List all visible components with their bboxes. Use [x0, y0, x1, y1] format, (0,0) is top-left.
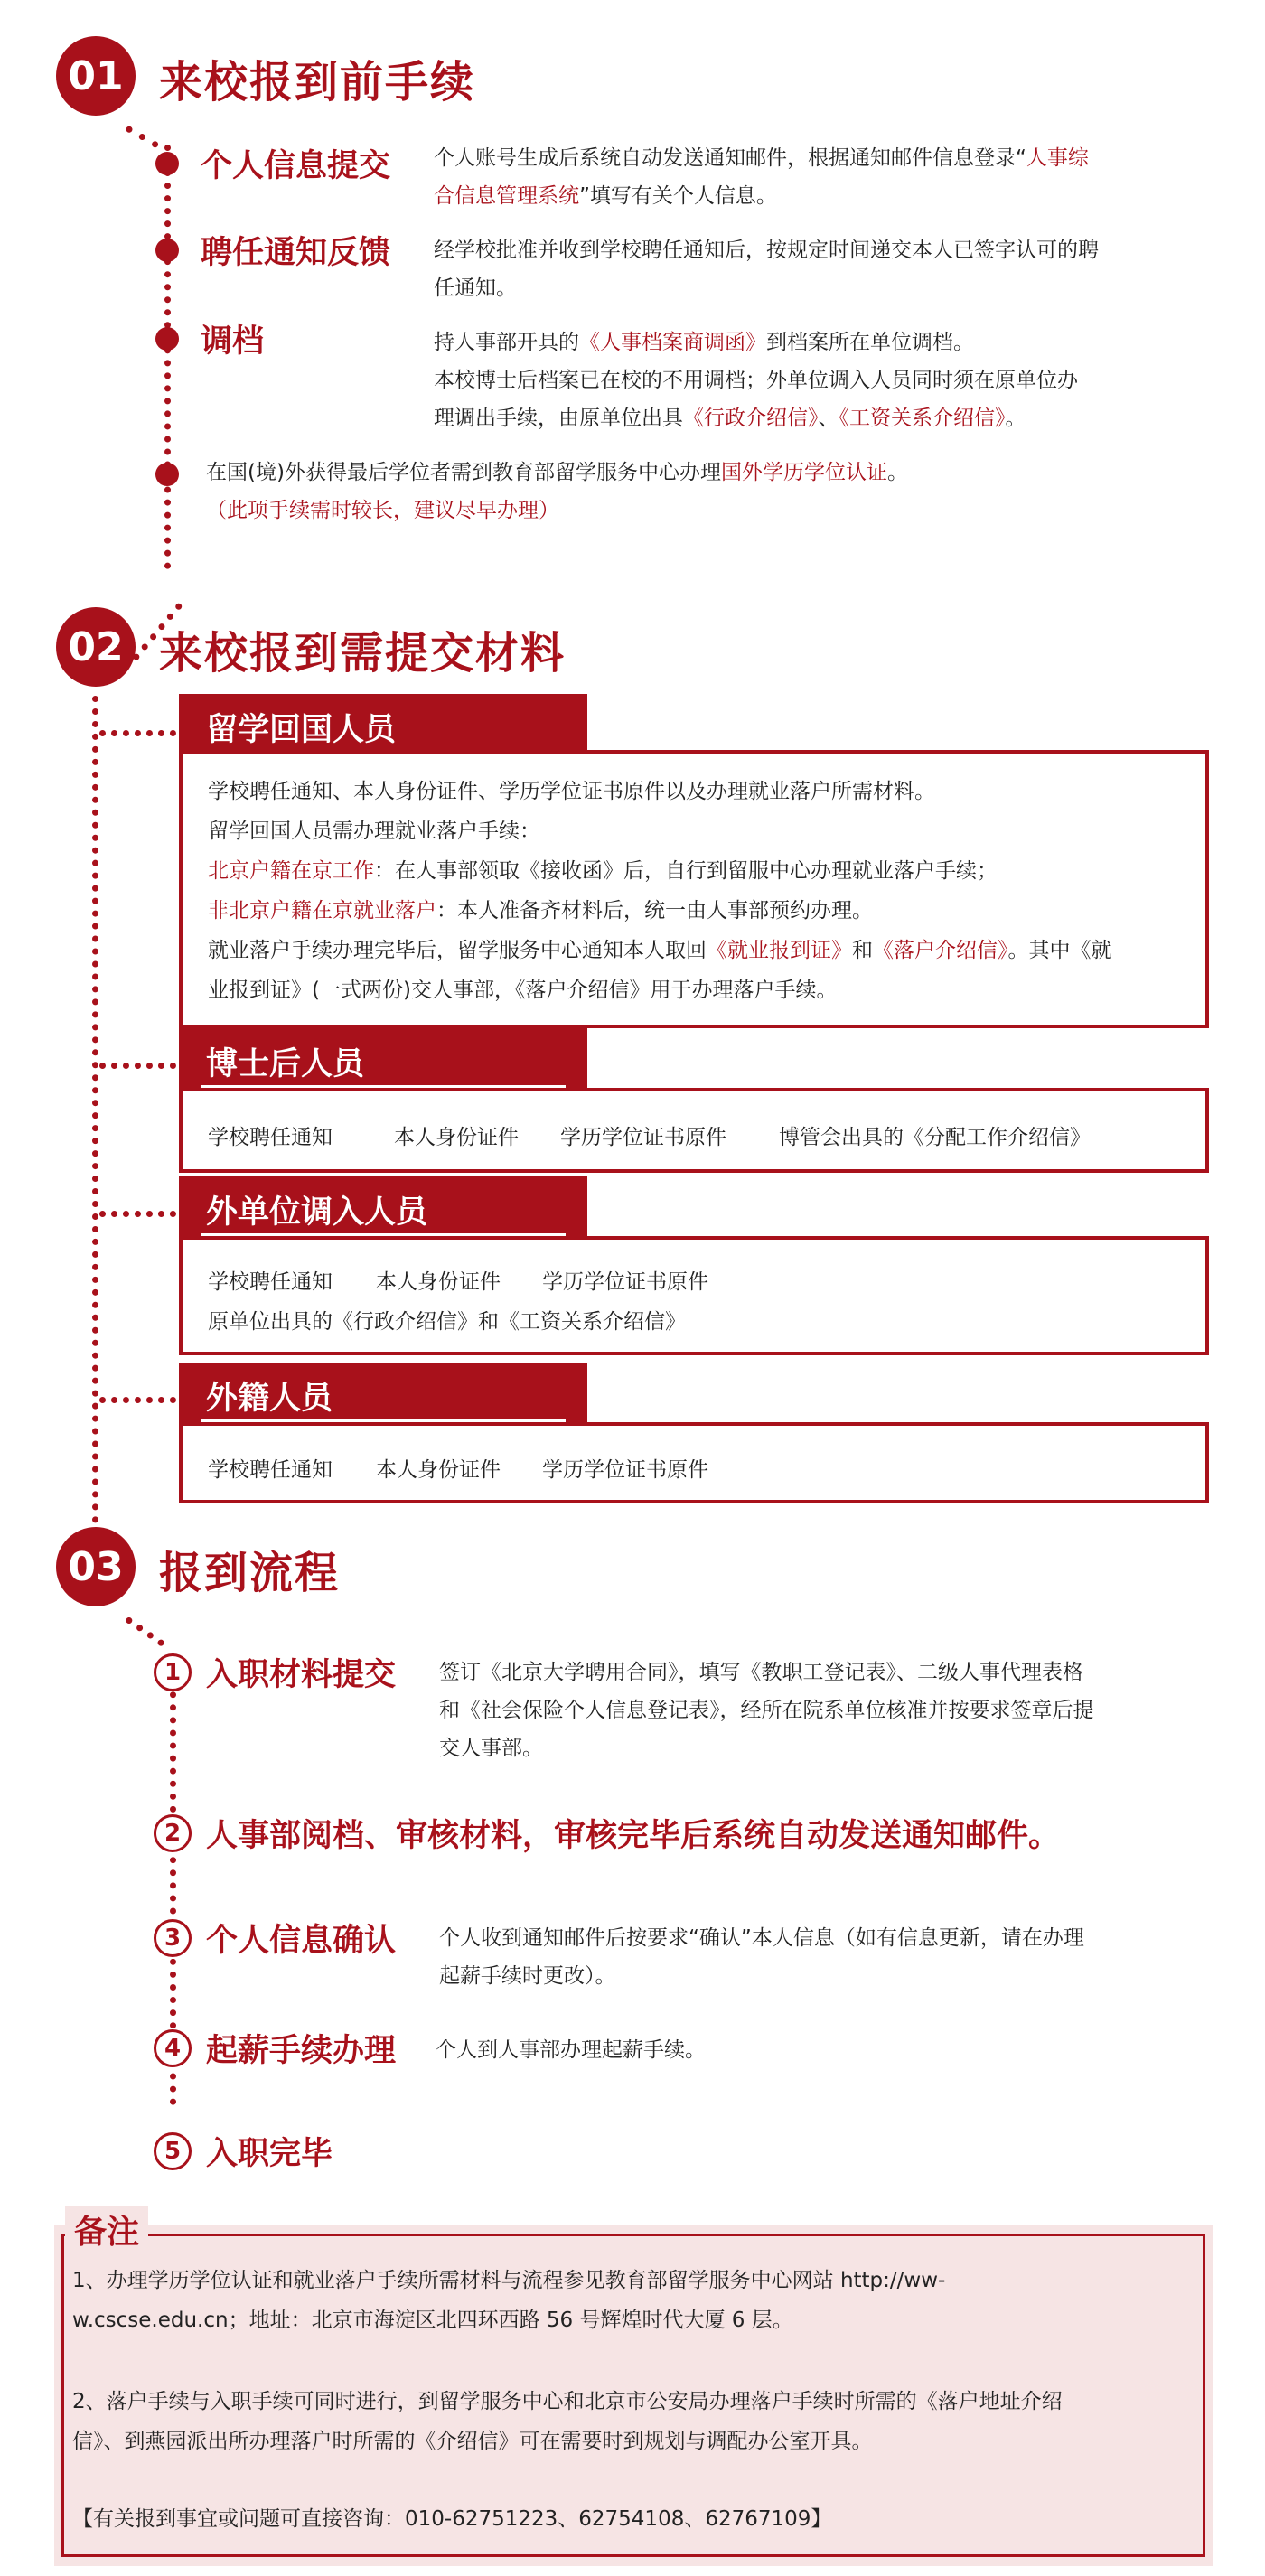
text: 理调出手续，由原单位出具 [434, 407, 683, 430]
step-number: 1 [154, 1653, 192, 1691]
timeline-dots-02 [92, 696, 98, 1536]
section-title-03: 报到流程 [159, 1548, 341, 1598]
item-title-personal-info: 个人信息提交 [201, 148, 391, 184]
tab-label: 博士后人员 [206, 1046, 365, 1082]
text: 在国(境)外获得最后学位者需到教育部留学服务中心办理 [206, 461, 721, 484]
doc-item: 原单位出具的《行政介绍信》和《工资关系介绍信》 [208, 1310, 686, 1334]
box-postdoc [179, 1088, 1209, 1173]
text: 2、落户手续与入职手续可同时进行，到留学服务中心和北京市公安局办理落户手续时所需的《落户地址介绍 [72, 2390, 1063, 2413]
step-number: 4 [154, 2029, 192, 2067]
text: 本校博士后档案已在校的不用调档；外单位调入人员同时须在原单位办 [434, 369, 1078, 392]
text: 留学回国人员需办理就业落户手续： [208, 820, 540, 843]
tab-label: 留学回国人员 [206, 712, 397, 748]
item-title-archive: 调档 [201, 323, 265, 360]
doc-item: 本人身份证件 [376, 1270, 501, 1294]
doc-item: 学校聘任通知 [208, 1270, 333, 1294]
red-text: 国外学历学位认证 [720, 461, 887, 484]
text: 交人事部。 [439, 1737, 543, 1760]
step-number: 2 [154, 1814, 192, 1852]
step-title-submit: 入职材料提交 [206, 1657, 397, 1693]
text: 1、办理学历学位认证和就业落户手续所需材料与流程参见教育部留学服务中心网站 http://ww- [72, 2269, 946, 2292]
step-title-confirm: 个人信息确认 [206, 1923, 397, 1959]
item-desc-personal-info [434, 139, 1193, 215]
text: 到档案所在单位调档。 [766, 331, 974, 354]
step-desc-salary [436, 2031, 1195, 2069]
bullet-dot [155, 327, 179, 351]
section-title-01: 来校报到前手续 [159, 57, 476, 108]
doc-item: 博管会出具的《分配工作介绍信》 [779, 1126, 1091, 1149]
text: ：在人事部领取《接收函》后，自行到留服中心办理就业落户手续； [374, 859, 998, 883]
bullet-dot [155, 239, 179, 262]
step-number: 5 [154, 2132, 192, 2170]
doc-item: 本人身份证件 [394, 1126, 519, 1149]
step-title-review: 人事部阅档、审核材料，审核完毕后系统自动发送通知邮件。 [206, 1818, 1061, 1854]
note-2 [72, 2382, 1196, 2461]
text: 起薪手续时更改）。 [439, 1964, 616, 1988]
tab-label: 外籍人员 [206, 1381, 333, 1417]
text: 签订《北京大学聘用合同》，填写《教职工登记表》、二级人事代理表格 [439, 1661, 1083, 1684]
item-desc-archive [434, 323, 1193, 437]
connector-dots [99, 1211, 176, 1217]
text: 经学校批准并收到学校聘任通知后，按规定时间递交本人已签字认可的聘 [434, 239, 1099, 262]
text: 。其中《就 [1007, 939, 1112, 962]
doc-item: 学校聘任通知 [208, 1126, 333, 1149]
doc-item: 本人身份证件 [376, 1458, 501, 1482]
text: 任通知。 [434, 276, 517, 300]
text: 信》、到燕园派出所办理落户时所需的《介绍信》可在需要时到规划与调配办公室开具。 [72, 2430, 873, 2453]
text: 。 [1005, 407, 1026, 430]
step-desc-confirm [439, 1919, 1198, 1995]
connector-dots [125, 1616, 165, 1647]
connector-dots [125, 125, 159, 148]
text: 个人收到通知邮件后按要求“确认”本人信息（如有信息更新，请在办理 [439, 1926, 1084, 1950]
doc-item: 学历学位证书原件 [560, 1126, 726, 1149]
notes-panel [54, 2214, 1213, 2566]
section-number-02: 02 [56, 607, 136, 687]
tab-label: 外单位调入人员 [206, 1194, 428, 1231]
step-title-salary: 起薪手续办理 [206, 2033, 397, 2069]
box-returnees [179, 750, 1209, 1028]
text: 就业落户手续办理完毕后，留学服务中心通知本人取回 [208, 939, 707, 962]
red-text: 北京户籍在京工作 [208, 859, 374, 883]
red-text: 非北京户籍在京就业落户 [208, 899, 436, 923]
box-transfer [179, 1236, 1209, 1355]
doc-item: 学校聘任通知 [208, 1458, 333, 1482]
text: 个人账号生成后系统自动发送通知邮件，根据通知邮件信息登录“ [434, 146, 1026, 170]
text: 学校聘任通知、本人身份证件、学历学位证书原件以及办理就业落户所需材料。 [208, 780, 935, 803]
bullet-dot [155, 463, 179, 486]
step-title-done: 入职完毕 [206, 2136, 333, 2172]
connector-dots [99, 1063, 176, 1069]
notes-label: 备注 [65, 2206, 148, 2253]
connector-dots [99, 730, 176, 736]
text: 。 [886, 461, 908, 484]
bullet-dot [155, 152, 179, 175]
text: w.cscse.edu.cn；地址：北京市海淀区北四环西路 56 号辉煌时代大厦 6 层。 [72, 2309, 793, 2332]
section-number-01: 01 [56, 36, 136, 116]
note-1 [72, 2261, 1196, 2340]
text: 个人到人事部办理起薪手续。 [436, 2038, 706, 2062]
step-number: 3 [154, 1919, 192, 1957]
text: 和 [852, 939, 873, 962]
text: 、 [818, 407, 839, 430]
text: 持人事部开具的 [434, 331, 579, 354]
note-contact [72, 2499, 1196, 2539]
red-text: 《人事档案商调函》 [579, 331, 766, 354]
section-title-02: 来校报到需提交材料 [159, 628, 567, 679]
text: 和《社会保险个人信息登记表》，经所在院系单位核准并按要求签章后提 [439, 1699, 1094, 1722]
item-desc-appointment [434, 231, 1193, 307]
red-text: 《落户介绍信》 [873, 939, 1008, 962]
section-number-03: 03 [56, 1527, 136, 1606]
text: ”填写有关个人信息。 [579, 184, 777, 208]
foreign-degree-note [206, 454, 1200, 529]
text: 【有关报到事宜或问题可直接咨询：010-62751223、62754108、62767109】 [72, 2507, 832, 2531]
red-text: 人事综 [1026, 146, 1089, 170]
box-foreigners [179, 1422, 1209, 1503]
step-desc-submit [439, 1653, 1198, 1767]
timeline-dots-01 [164, 145, 171, 569]
text: ：本人准备齐材料后，统一由人事部预约办理。 [436, 899, 873, 923]
red-text: （此项手续需时较长，建议尽早办理） [206, 499, 559, 522]
doc-item: 学历学位证书原件 [542, 1270, 708, 1294]
returnees-content [208, 772, 1184, 1010]
text: 业报到证》(一式两份)交人事部，《落户介绍信》用于办理落户手续。 [208, 979, 838, 1002]
item-title-appointment: 聘任通知反馈 [201, 235, 391, 271]
doc-item: 学历学位证书原件 [542, 1458, 708, 1482]
red-text: 《就业报到证》 [707, 939, 852, 962]
red-text: 《行政介绍信》 [683, 407, 819, 430]
red-text: 合信息管理系统 [434, 184, 579, 208]
red-text: 《工资关系介绍信》 [839, 407, 1006, 430]
connector-dots [99, 1397, 176, 1403]
